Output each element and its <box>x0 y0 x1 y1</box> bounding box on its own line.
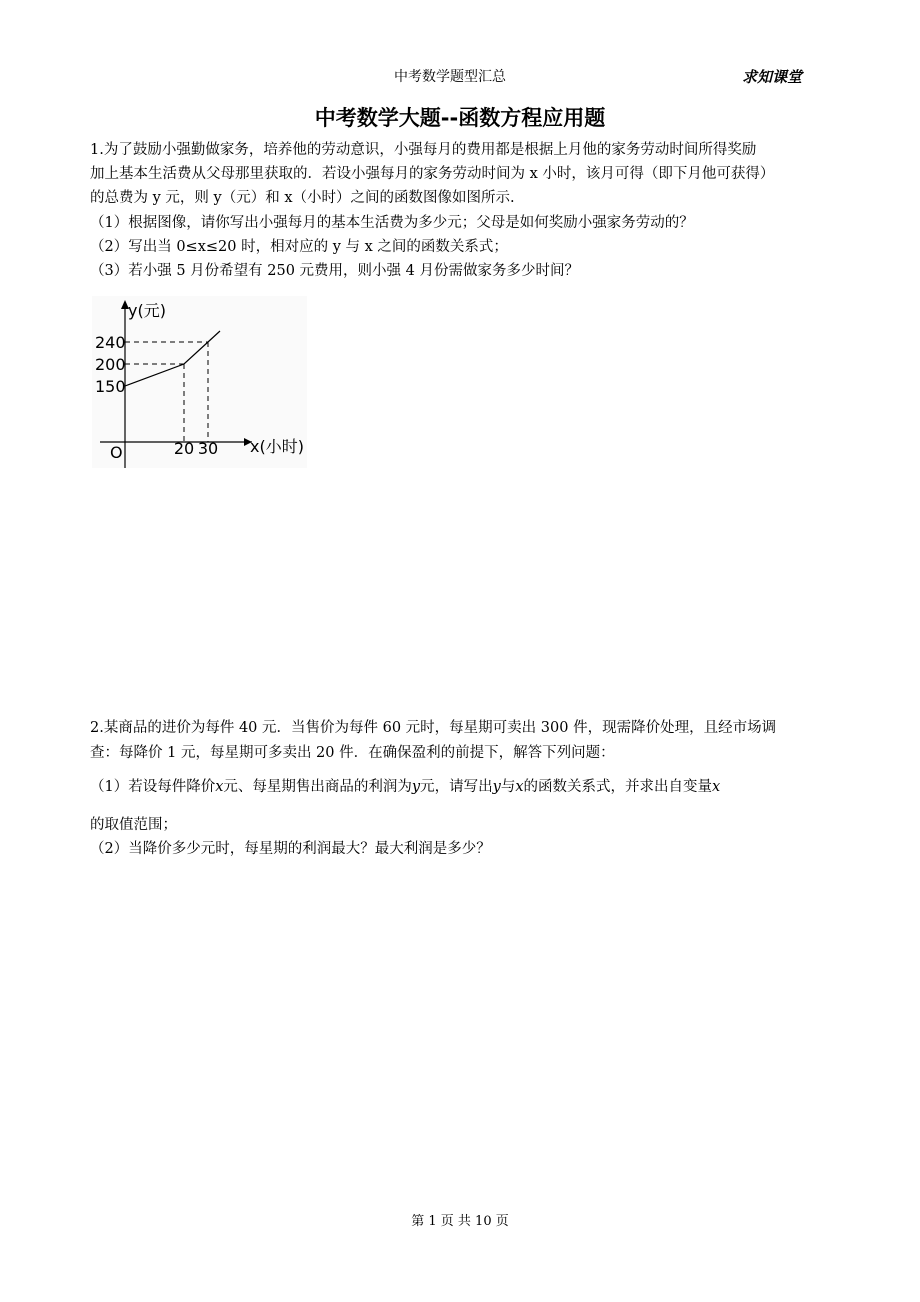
q2-sub-2: （2）当降价多少元时，每星期的利润最大？最大利润是多少？ <box>90 841 491 857</box>
q1-sub-2: （2）写出当 0≤x≤20 时，相对应的 y 与 x 之间的函数关系式； <box>90 239 508 255</box>
q1-sub-1: （1）根据图像，请你写出小强每月的基本生活费为多少元；父母是如何奖励小强家务劳动的？ <box>90 215 694 231</box>
q2-sub-1-part-e: 的函数关系式，并求出自变量 <box>523 779 713 795</box>
header-brand: 求知课堂 <box>742 68 803 86</box>
y-tick-label: 240 <box>95 333 126 352</box>
y-axis-label: y(元) <box>128 301 166 320</box>
q1-stem-line-2: 加上基本生活费从父母那里获取的．若设小强每月的家务劳动时间为 x 小时，该月可得（即下月他可获得） <box>90 166 775 182</box>
variable-x: x <box>215 779 224 795</box>
q1-stem-line-3: 的总费为 y 元，则 y（元）和 x（小时）之间的函数图像如图所示. <box>90 190 515 206</box>
q1-stem-line-1: 1.为了鼓励小强勤做家务，培养他的劳动意识，小强每月的费用都是根据上月他的家务劳动时间所得奖励 <box>90 142 757 158</box>
x-tick-label: 30 <box>197 439 219 458</box>
q2-stem-line-2: 查：每降价 1 元，每星期可多卖出 20 件．在确保盈利的前提下，解答下列问题： <box>90 745 615 761</box>
x-axis-label: x(小时) <box>250 437 304 456</box>
x-tick-label: 20 <box>173 439 195 458</box>
q2-sub-1-part-b: 元、每星期售出商品的利润为 <box>223 779 412 795</box>
page-title: 中考数学大题--函数方程应用题 <box>314 106 606 130</box>
header-title: 中考数学题型汇总 <box>394 69 506 85</box>
q2-sub-1-part-c: 元，请写出 <box>420 779 493 795</box>
q2-sub-1 <box>90 775 835 799</box>
variable-x: x <box>515 779 524 795</box>
y-tick-label: 150 <box>95 377 126 396</box>
origin-label: O <box>110 443 123 462</box>
function-graph <box>92 296 307 468</box>
q2-stem-line-1: 2.某商品的进价为每件 40 元．当售价为每件 60 元时，每星期可卖出 300 件，现需降价处理，且经市场调 <box>90 720 777 736</box>
q2-sub-1-part-d: 与 <box>500 779 516 795</box>
q2-sub-1-part-a: （1）若设每件降价 <box>90 779 216 795</box>
q1-sub-3: （3）若小强 5 月份希望有 250 元费用，则小强 4 月份需做家务多少时间？ <box>90 263 580 279</box>
variable-y: y <box>411 779 421 795</box>
page-footer: 第 1 页 共 10 页 <box>411 1214 509 1229</box>
q2-sub-1-line-2: 的取值范围； <box>90 817 177 833</box>
y-tick-label: 200 <box>95 355 126 374</box>
variable-x: x <box>712 779 721 795</box>
variable-y: y <box>492 779 501 795</box>
